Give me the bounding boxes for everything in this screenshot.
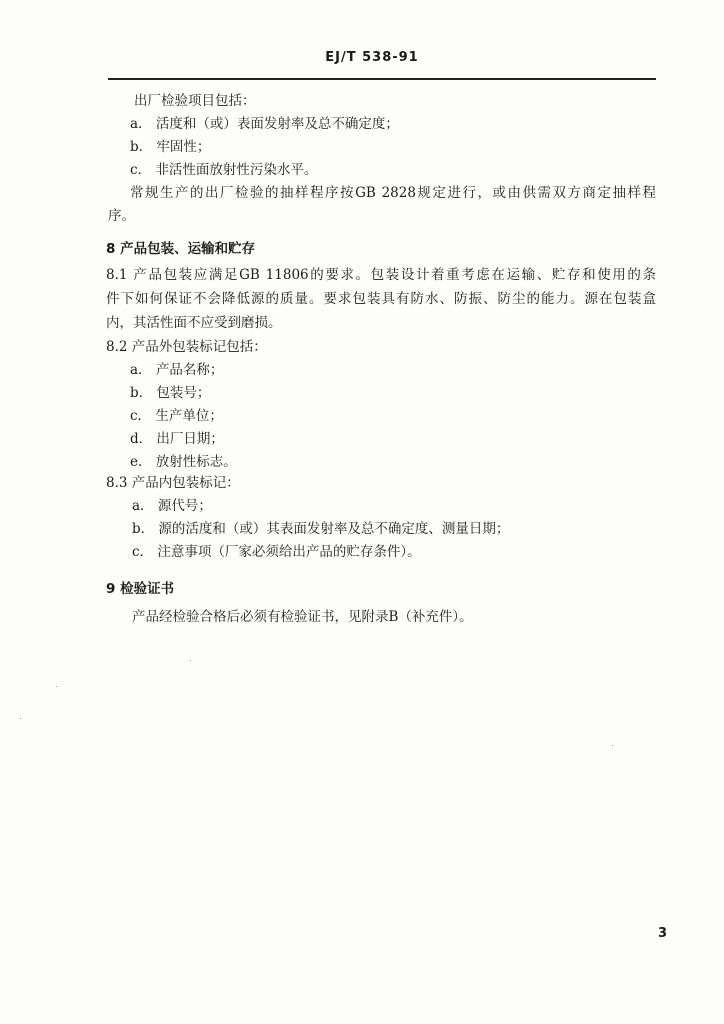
section-8-1-line1: 8.1 产品包装应满足GB 11806的要求。包装设计着重考虑在运输、贮存和使用的条 (106, 267, 656, 283)
outer-mark-item-e: e． 放射性标志。 (130, 454, 237, 470)
outer-mark-item-c: c． 生产单位； (130, 408, 223, 424)
page-number: 3 (658, 926, 668, 941)
scan-speck (190, 660, 191, 661)
header-rule (108, 78, 656, 80)
inner-mark-item-c: c． 注意事项（厂家必须给出产品的贮存条件）。 (132, 544, 421, 560)
outer-mark-item-b: b． 包装号； (130, 385, 211, 401)
sampling-paragraph-line2: 序。 (108, 208, 135, 224)
section-9-body: 产品经检验合格后必须有检验证书，见附录B（补充件）。 (132, 609, 473, 625)
inspection-item-b: b． 牢固性； (130, 139, 211, 155)
inspection-item-c: c． 非活性面放射性污染水平。 (130, 162, 318, 178)
section-8-2-intro: 8.2 产品外包装标记包括： (106, 339, 267, 355)
standard-code-header: EJ/T 538-91 (325, 50, 419, 65)
section-8-3-intro: 8.3 产品内包装标记： (106, 475, 240, 491)
section-9-heading: 9 检验证书 (106, 581, 175, 597)
inner-mark-item-b: b． 源的活度和（或）其表面发射率及总不确定度、测量日期； (132, 521, 510, 537)
sampling-paragraph-line1: 常规生产的出厂检验的抽样程序按GB 2828规定进行，或由供需双方商定抽样程 (130, 185, 656, 201)
scan-speck (20, 718, 21, 719)
section-8-1-line2: 件下如何保证不会降低源的质量。要求包装具有防水、防振、防尘的能力。源在包装盒 (106, 291, 656, 307)
inner-mark-item-a: a． 源代号； (132, 498, 212, 514)
outer-mark-item-d: d． 出厂日期； (130, 431, 224, 447)
section-8-1-line3: 内，其活性面不应受到磨损。 (106, 315, 282, 331)
inspection-item-a: a． 活度和（或）表面发射率及总不确定度； (130, 116, 399, 132)
inspection-items-intro: 出厂检验项目包括： (134, 93, 256, 109)
scan-speck (56, 686, 57, 687)
outer-mark-item-a: a． 产品名称； (130, 362, 224, 378)
scan-speck (612, 745, 613, 746)
section-8-heading: 8 产品包装、运输和贮存 (106, 241, 256, 257)
